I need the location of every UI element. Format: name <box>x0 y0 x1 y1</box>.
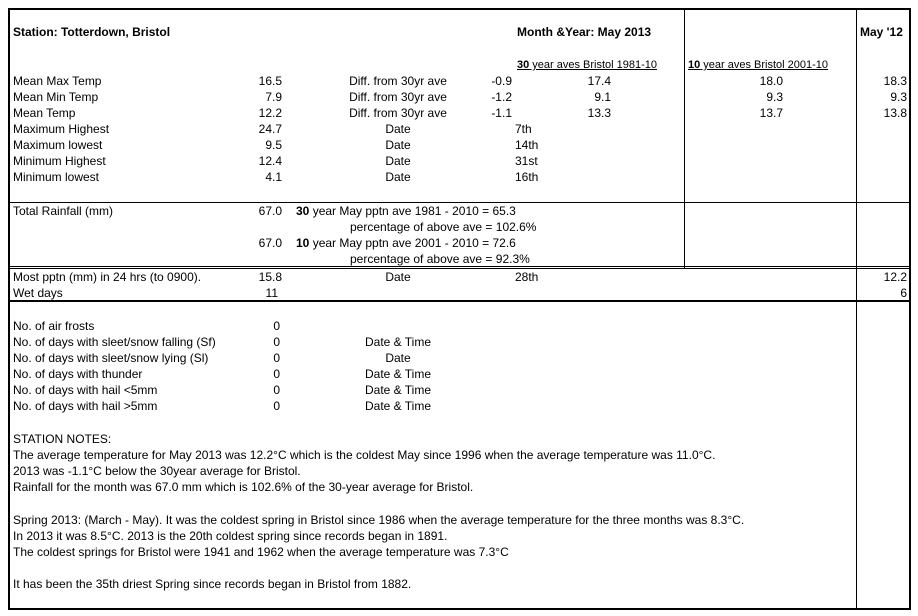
temp-last: 9.3 <box>890 90 907 104</box>
temp-ave10: 13.7 <box>759 106 783 120</box>
temp-value: 12.4 <box>258 154 282 168</box>
temp-date: 31st <box>515 154 538 168</box>
ave30-heading-text: year aves Bristol 1981-10 <box>529 59 658 71</box>
rainfall-pct30: percentage of above ave = 102.6% <box>350 220 537 234</box>
count-label: No. of air frosts <box>13 319 95 333</box>
temp-label: Maximum lowest <box>13 138 103 152</box>
temp-value: 12.2 <box>258 106 282 120</box>
rainfall-ave10 <box>296 236 516 250</box>
divider-col-30yr <box>684 8 685 268</box>
temp-ave10: 9.3 <box>766 90 783 104</box>
notes-line: In 2013 it was 8.5°C. 2013 is the 20th coldest spring since records began in 1891. <box>13 529 448 543</box>
pptn-label: Most pptn (mm) in 24 hrs (to 0900). <box>13 270 202 284</box>
count-value: 0 <box>273 335 280 349</box>
count-mid: Date & Time <box>364 367 432 381</box>
rainfall-ave30-text: year May pptn ave 1981 - 2010 = 65.3 <box>309 204 516 218</box>
temp-label: Minimum lowest <box>13 170 100 184</box>
temp-mid: Diff. from 30yr ave <box>349 90 447 104</box>
temp-label: Mean Max Temp <box>13 74 102 88</box>
count-label: No. of days with sleet/snow lying (Sl) <box>13 351 209 365</box>
temp-last: 13.8 <box>883 106 907 120</box>
wet-days-label: Wet days <box>13 286 63 300</box>
temp-value: 7.9 <box>265 90 282 104</box>
temp-diff: -1.1 <box>491 106 512 120</box>
temp-value: 9.5 <box>265 138 282 152</box>
count-mid: Date & Time <box>364 383 432 397</box>
divider-temp-rain <box>8 202 911 203</box>
count-label: No. of days with hail <5mm <box>13 383 158 397</box>
temp-ave30: 9.1 <box>594 90 611 104</box>
wet-days-last: 6 <box>900 286 907 300</box>
divider-rain-pptn-1 <box>8 266 911 267</box>
last-year-title: May '12 <box>860 25 903 39</box>
count-mid: Date <box>385 351 411 365</box>
count-value: 0 <box>273 399 280 413</box>
notes-line: The average temperature for May 2013 was 12.2°C which is the coldest May since 1996 when the average temperature was 11.0°C. <box>13 448 716 462</box>
count-value: 0 <box>273 383 280 397</box>
temp-mid: Date <box>385 170 411 184</box>
ave10-heading-number: 10 <box>688 59 701 71</box>
notes-line: 2013 was -1.1°C below the 30year average for Bristol. <box>13 464 301 478</box>
pptn-last: 12.2 <box>883 270 907 284</box>
temp-value: 16.5 <box>258 74 282 88</box>
count-mid: Date & Time <box>364 399 432 413</box>
wet-days-value: 11 <box>265 286 278 300</box>
temp-last: 18.3 <box>883 74 907 88</box>
temp-diff: -1.2 <box>491 90 512 104</box>
temp-date: 14th <box>515 138 539 152</box>
count-label: No. of days with thunder <box>13 367 143 381</box>
temp-value: 24.7 <box>258 122 282 136</box>
ave30-heading <box>517 58 657 72</box>
divider-col-last <box>856 8 857 610</box>
temp-mid: Date <box>385 138 411 152</box>
border-right <box>909 8 911 610</box>
temp-ave10: 18.0 <box>759 74 783 88</box>
temp-ave30: 13.3 <box>587 106 611 120</box>
temp-mid: Diff. from 30yr ave <box>349 106 447 120</box>
rainfall-value: 67.0 <box>258 204 282 218</box>
count-value: 0 <box>273 367 280 381</box>
temp-ave30: 17.4 <box>587 74 611 88</box>
count-mid: Date & Time <box>364 335 432 349</box>
border-left <box>8 8 10 610</box>
temp-diff: -0.9 <box>491 74 512 88</box>
ave10-heading-text: year aves Bristol 2001-10 <box>700 59 829 71</box>
divider-pptn-counts <box>8 300 911 302</box>
temp-label: Minimum Highest <box>13 154 106 168</box>
rainfall-ave30 <box>296 204 516 218</box>
rainfall-label: Total Rainfall (mm) <box>13 204 114 218</box>
notes-line: The coldest springs for Bristol were 1941 and 1962 when the average temperature was 7.3°C <box>13 545 509 559</box>
count-value: 0 <box>273 319 280 333</box>
border-bottom <box>8 608 911 610</box>
ave10-heading <box>688 58 828 72</box>
count-label: No. of days with hail >5mm <box>13 399 158 413</box>
temp-date: 7th <box>515 122 532 136</box>
temp-mid: Diff. from 30yr ave <box>349 74 447 88</box>
notes-line: Spring 2013: (March - May). It was the coldest spring in Bristol since 1986 when the average temperature for the three months was 8.3°C. <box>13 513 745 527</box>
ave30-heading-number: 30 <box>517 59 530 71</box>
divider-rain-pptn-2 <box>8 268 911 269</box>
notes-title: STATION NOTES: <box>13 432 112 446</box>
notes-line: Rainfall for the month was 67.0 mm which is 102.6% of the 30-year average for Bristol. <box>13 480 474 494</box>
rainfall-ave30-number: 30 <box>296 204 310 218</box>
temp-mid: Date <box>385 154 411 168</box>
temp-value: 4.1 <box>265 170 282 184</box>
temp-mid: Date <box>385 122 411 136</box>
pptn-mid: Date <box>385 270 411 284</box>
temp-label: Maximum Highest <box>13 122 110 136</box>
count-value: 0 <box>273 351 280 365</box>
temp-date: 16th <box>515 170 539 184</box>
temp-label: Mean Temp <box>13 106 76 120</box>
month-year-title: Month &Year: May 2013 <box>517 25 652 39</box>
rainfall-ave10-text: year May pptn ave 2001 - 2010 = 72.6 <box>309 236 516 250</box>
border-top <box>8 8 911 10</box>
count-label: No. of days with sleet/snow falling (Sf) <box>13 335 216 349</box>
rainfall-value-2: 67.0 <box>258 236 282 250</box>
rainfall-pct10: percentage of above ave = 92.3% <box>350 252 530 266</box>
temp-label: Mean Min Temp <box>13 90 99 104</box>
rainfall-ave10-number: 10 <box>296 236 310 250</box>
pptn-value: 15.8 <box>258 270 282 284</box>
notes-line: It has been the 35th driest Spring since records began in Bristol from 1882. <box>13 577 412 591</box>
pptn-date: 28th <box>515 270 539 284</box>
station-title: Station: Totterdown, Bristol <box>13 25 171 39</box>
